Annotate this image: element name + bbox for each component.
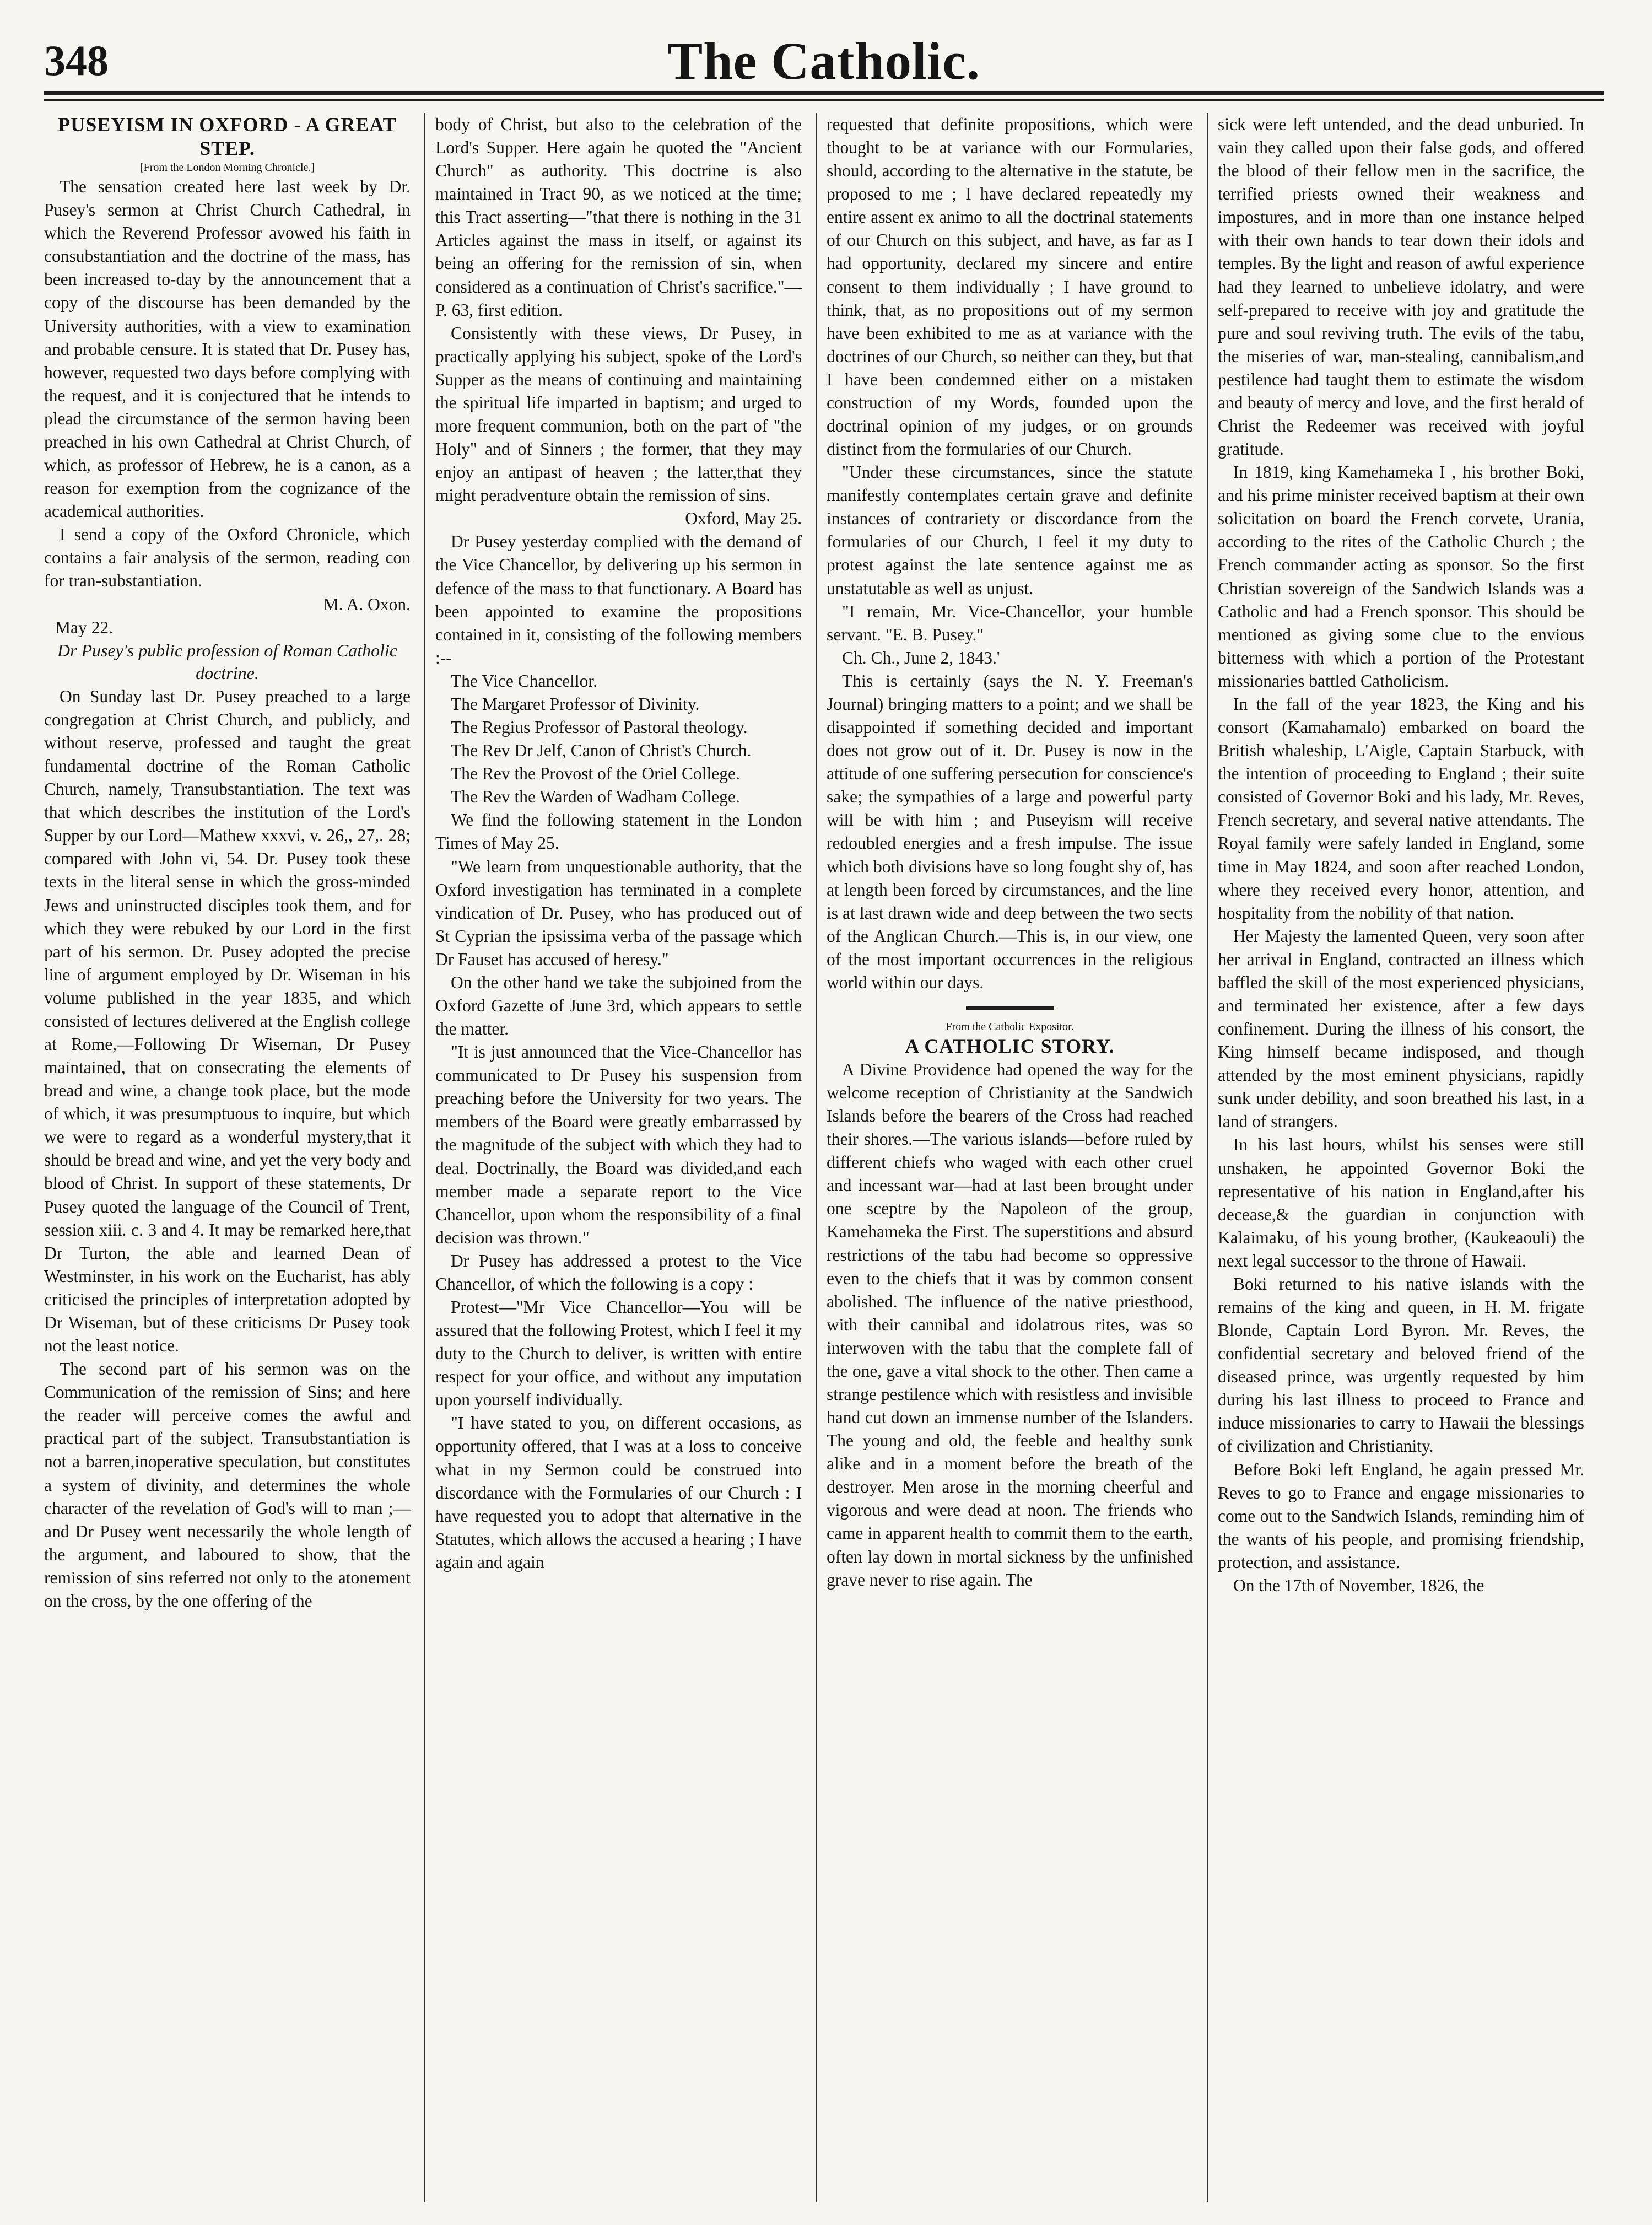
- paragraph: On the other hand we take the subjoined from the Oxford Gazette of June 3rd, which appears to settle the matter.: [435, 972, 802, 1039]
- column-4: [1218, 113, 1584, 2202]
- paragraph: Her Majesty the lamented Queen, very soon after her arrival in England, contracted an illness which baffled the skill of the most experienced physicians, and terminated her existence, after a few days confinement. During the illness of his consort, the King himself became indisposed, and though attended by the most eminent physicians, rapidly sunk under debility, and soon breathed his last, in a land of strangers.: [1218, 926, 1584, 1132]
- paragraph: Ch. Ch., June 2, 1843.': [842, 648, 1000, 667]
- paragraph: Boki returned to his native islands with the remains of the king and queen, in H. M. frigate Blonde, Captain Lord Byron. Mr. Reves, the confidential secretary and beloved friend of the diseased prince, was urgently requested by him during his last illness to proceed to France and induce missionaries to carry to Hawaii the blessings of civilization and Christianity.: [1218, 1274, 1584, 1456]
- board-member: The Regius Professor of Pastoral theology.: [451, 718, 748, 737]
- paragraph: Protest—"Mr Vice Chancellor—You will be assured that the following Protest, which I feel it my duty to the Church to deliver, is written with entire respect for your office, and without any imputation upon yourself individually.: [435, 1297, 802, 1410]
- header-rule-thin: [44, 99, 1604, 101]
- article-columns: [44, 113, 1609, 2202]
- article-headline: A CATHOLIC STORY.: [905, 1035, 1115, 1057]
- board-member: The Rev the Provost of the Oriel College.: [451, 764, 740, 784]
- paragraph: Consistently with these views, Dr Pusey, in practically applying his subject, spoke of the Lord's Supper as the means of continuing and maintaining the spiritual life imparted in baptism; and urged to more frequent communion, both on the part of "the Holy" and of Sinners ; the former, that they may enjoy an antipast of heaven ; the latter,that they might peradventure obtain the remission of sins.: [435, 323, 802, 505]
- paragraph: "I remain, Mr. Vice-Chancellor, your humble servant. "E. B. Pusey.": [827, 601, 1193, 644]
- page-number: 348: [44, 36, 109, 84]
- article-subhead: Dr Pusey's public profession of Roman Catholic doctrine.: [57, 640, 398, 683]
- column-divider: [424, 113, 425, 2202]
- paragraph: On the 17th of November, 1826, the: [1233, 1575, 1484, 1595]
- paragraph: The second part of his sermon was on the Communication of the remission of Sins; and here the reader will perceive comes the awful and practical part of the subject. Transubstantiation is not a barren,inoperative speculation, but constitutes a system of divinity, and determines the whole character of the revelation of God's will to man ;—and Dr Pusey went necessarily the whole length of the argument, and laboured to show, that the remission of sins referred not only to the atonement on the cross, by the one offering of the: [44, 1359, 411, 1610]
- column-1: [44, 113, 411, 2202]
- paragraph: "It is just announced that the Vice-Chancellor has communicated to Dr Pusey his suspension from preaching before the University for two years. The members of the Board were greatly embarrassed by the magnitude of the subject with which they had to deal. Doctrinally, the Board was divided,and each member made a separate report to the Vice Chancellor, upon whom the responsibility of a final decision was thrown.": [435, 1042, 802, 1247]
- signature: M. A. Oxon.: [323, 594, 411, 614]
- paragraph: sick were left untended, and the dead unburied. In vain they called upon their false gods, and offered the blood of their fellow men in the sacrifice, the terrified priests owned their weakness and impostures, and in more than one instance helped with their own hands to tear down their idols and temples. By the light and reason of awful experience had they learned to unbelieve idolatry, and were self-prepared to receive with joy and gratitude the pure and soul reviving truth. The evils of the tabu, the miseries of war, man-stealing, cannibalism,and pestilence had taught them to estimate the wisdom and beauty of mercy and love, and the first herald of Christ the Redeemer was received with joyful gratitude.: [1218, 115, 1584, 459]
- board-member: The Margaret Professor of Divinity.: [451, 694, 700, 714]
- section-divider: [966, 1006, 1054, 1010]
- paragraph: "I have stated to you, on different occasions, as opportunity offered, that I was at a loss to conceive what in my Sermon could be construed into discordance with the Formularies of our Church : I have requested you to adopt that alternative in the Statutes, which allows the accused a hearing ; I have again and again: [435, 1413, 802, 1572]
- paragraph: Dr Pusey has addressed a protest to the Vice Chancellor, of which the following is a copy :: [435, 1251, 802, 1294]
- column-divider: [1207, 113, 1208, 2202]
- board-member: The Rev Dr Jelf, Canon of Christ's Church.: [451, 741, 752, 761]
- paragraph: requested that definite propositions, which were thought to be at variance with our Formularies, should, according to the alternative in the statute, be proposed to me ; I have declared repeatedly my entire assent ex animo to all the doctrinal statements of our Church on this subject, and have, as far as I had opportunity, declared my sincere and entire consent to them individually ; I have ground to think, that, as no propositions out of my sermon have been exhibited to me as at variance with the doctrines of our Church, so neither can they, but that I have been condemned either on a mistaken construction of my Words, founded upon the doctrinal opinion of my judges, or on grounds distinct from the formularies of our Church.: [827, 115, 1193, 459]
- newspaper-title: The Catholic.: [667, 31, 980, 90]
- paragraph: On Sunday last Dr. Pusey preached to a large congregation at Christ Church, and publicly, and without reserve, professed and taught the great fundamental doctrine of the Roman Catholic Church, namely, Transubstantiation. The text was that which describes the institution of the Lord's Supper by our Lord—Mathew xxxvi, v. 26,, 27,. 28; compared with John vi, 54. Dr. Pusey took these texts in the literal sense in which the gross-minded Jews and uninstructed disciples took them, and for which they were rebuked by our Lord in the first part of his sermon. Dr. Pusey adopted the precise line of argument employed by Dr. Wiseman in his volume published in the year 1835, and which consisted of lectures delivered at the English college at Rome,—Following Dr Wiseman, Dr Pusey maintained, that on consecrating the elements of bread and wine, a change took place, but the mode of which, it was presumptuous to inquire, but which we were to regard as a wonderful mystery,that it should be bread and wine, and yet the very body and blood of Christ. In support of these statements, Dr Pusey quoted the language of the Council of Trent, session xiii. c. 3 and 4. It may be remarked here,that Dr Turton, the able and learned Dean of Westminster, in his work on the Eucharist, has ably criticised the principles of interpretation adopted by Dr Wiseman, but of these criticisms Dr Pusey took not the least notice.: [44, 686, 411, 1356]
- paragraph: In 1819, king Kamehameka I , his brother Boki, and his prime minister received baptism at their own solicitation on board the French corvete, Urania, according to the rites of the Catholic Church ; the French commander acting as sponsor. So the first Christian sovereign of the Sandwich Islands was a Catholic and had a French sponsor. This should be mentioned as giving some clue to the envious bitterness with which a portion of the Protestant missionaries battled Catholicism.: [1218, 462, 1584, 691]
- paragraph: body of Christ, but also to the celebration of the Lord's Supper. Here again he quoted the "Ancient Church" as authority. This doctrine is also maintained in Tract 90, as we noticed at the time; this Tract asserting—"that there is nothing in the 31 Articles against the mass in itself, or against its being an offering for the remission of sin, when considered as a continuation of Christ's sacrifice."—P. 63, first edition.: [435, 115, 802, 320]
- board-member: The Vice Chancellor.: [451, 671, 598, 691]
- paragraph: We find the following statement in the London Times of May 25.: [435, 810, 802, 853]
- article-source: From the Catholic Expositor.: [946, 1020, 1074, 1033]
- column-2: [435, 113, 802, 2202]
- article-headline: PUSEYISM IN OXFORD - A GREAT STEP.: [58, 114, 397, 160]
- column-3: [827, 113, 1193, 2202]
- paragraph: In the fall of the year 1823, the King and his consort (Kamahamalo) embarked on board the British whaleship, L'Aigle, Captain Starbuck, with the intention of proceeding to England ; their suite consisted of Governor Boki and his lady, Mr. Reves, French secretary, and several native attendants. The Royal family were safely landed in England, some time in May 1824, and soon after reached London, where they received every honor, attention, and hospitality from the nobility of that nation.: [1218, 694, 1584, 923]
- paragraph: This is certainly (says the N. Y. Freeman's Journal) bringing matters to a point; and we shall be disappointed if something decided and important does not grow out of it. Dr. Pusey is now in the attitude of one suffering persecution for conscience's sake; the sympathies of a large and powerful party will be with him ; and Puseyism will receive redoubled energies and a fresh impulse. The issue which both divisions have so long fought shy of, has at length been forced by circumstances, and the line is at last drawn wide and deep between the two sects of the Anglican Church.—This is, in our view, one of the most important occurrences in the religious world within our days.: [827, 671, 1193, 992]
- paragraph: Dr Pusey yesterday complied with the demand of the Vice Chancellor, by delivering up his sermon in defence of the mass to that functionary. A Board has been appointed to examine the propositions contained in it, consisting of the following members :--: [435, 532, 802, 667]
- dateline: Oxford, May 25.: [685, 509, 802, 529]
- dateline: May 22.: [55, 617, 113, 637]
- board-member: The Rev the Warden of Wadham College.: [451, 787, 740, 807]
- article-source: [From the London Morning Chronicle.]: [139, 161, 315, 174]
- paragraph: In his last hours, whilst his senses were still unshaken, he appointed Governor Boki the representative of his nation in England,after his decease,& the guardian in conjunction with Kalaimaku, of his young brother, (Kaukeaouli) the next legal successor to the throne of Hawaii.: [1218, 1135, 1584, 1270]
- masthead: [44, 30, 1604, 96]
- header-rule: [44, 91, 1604, 95]
- paragraph: Before Boki left England, he again pressed Mr. Reves to go to France and engage missionaries to come out to the Sandwich Islands, reminding him of the wants of his people, and promising friendship, protection, and assistance.: [1218, 1459, 1584, 1572]
- paragraph: The sensation created here last week by Dr. Pusey's sermon at Christ Church Cathedral, in which the Reverend Professor avowed his faith in consubstantiation and the doctrine of the mass, has been increased to-day by the announcement that a copy of the discourse has been demanded by the University authorities, with a view to examination and probable censure. It is stated that Dr. Pusey has, however, requested two days before complying with the request, and it is conjectured that he intends to plead the circumstance of the sermon having been preached in his own Cathedral at Christ Church, of which, as professor of Hebrew, he is a canon, as a reason for exemption from the cognizance of the academical authorities.: [44, 177, 411, 521]
- paragraph: A Divine Providence had opened the way for the welcome reception of Christianity at the Sandwich Islands before the bearers of the Cross had reached their shores.—The various islands—before ruled by different chiefs who waged with each other cruel and incessant war—had at last been brought under one sceptre by the Napoleon of the group, Kamehameka the First. The superstitions and absurd restrictions of the tabu had become so oppressive even to the chiefs that it was by common consent abolished. The influence of the native priesthood, with their cannibal and idolatrous rites, was so interwoven with the tabu that the complete fall of the one, gave a vital shock to the other. Then came a strange pestilence which with resistless and invisible hand cut down an immense number of the Islanders. The young and old, the feeble and healthy sunk alike and in a moment before the breath of the destroyer. Men arose in the morning cheerful and vigorous and were dead at noon. The friends who came in apparent health to commit them to the earth, often lay down in mortal sickness by the unfinished grave never to rise again. The: [827, 1059, 1193, 1590]
- paragraph: I send a copy of the Oxford Chronicle, which contains a fair analysis of the sermon, reading con for tran-substantiation.: [44, 525, 411, 591]
- column-divider: [816, 113, 817, 2202]
- paragraph: "We learn from unquestionable authority, that the Oxford investigation has terminated in a complete vindication of Dr. Pusey, who has produced out of St Cyprian the ipsissima verba of the passage which Dr Fauset has accused of heresy.": [435, 856, 802, 969]
- paragraph: "Under these circumstances, since the statute manifestly contemplates certain grave and definite instances of contrariety or discordance from the formularies of our Church, I feel it my duty to protest against the late sentence against me as unstatutable as well as unjust.: [827, 462, 1193, 598]
